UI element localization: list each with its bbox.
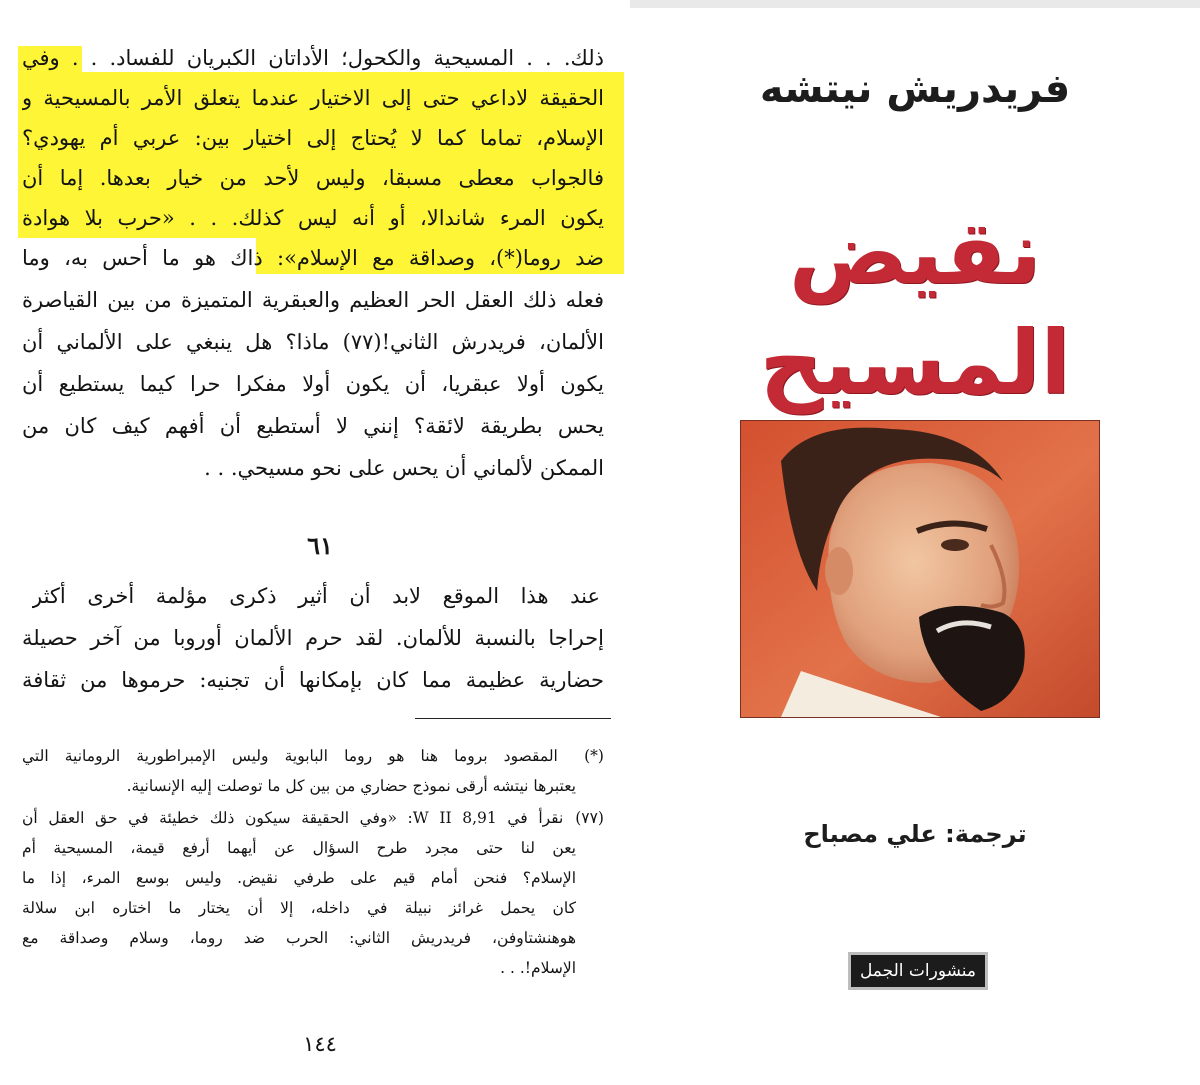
text-line-7: فعله ذلك العقل الحر العظيم والعبقرية المتميزة من بين القياصرة [22,288,604,312]
text-line-14: حضارية عظيمة مما كان بإمكانها أن تجنيه: حرموها من ثقافة [22,668,604,692]
text-line-5: يكون المرء شاندالا، أو أنه ليس كذلك. . . «حرب بلا هوادة [22,206,604,230]
text-line-8: الألمان، فريدرش الثاني!(٧٧) ماذا؟ هل ينبغي على الألماني أن [22,330,604,354]
text-line-6: ضد روما(*)، وصداقة مع الإسلام»: ذاك هو ما أحس به، وما [22,246,604,270]
footnote-line-8: الإسلام!. . . [500,959,576,977]
nietzsche-portrait-image [740,420,1100,718]
text-line-2: الحقيقة لاداعي حتى إلى الاختيار عندما يتعلق الأمر بالمسيحية و [22,86,604,110]
text-line-10: يحس بطريقة لائقة؟ إنني لا أستطيع أن أفهم كيف كان من [22,414,604,438]
text-line-11: الممكن لألماني أن يحس على نحو مسيحي. . . [204,456,604,480]
footnote-line-2: يعتبرها نيتشه أرقى نموذج حضاري من بين كل ما توصلت إليه الإنسانية. [126,777,576,795]
publisher-badge: منشورات الجمل [848,952,988,990]
footnote-rule [415,718,611,719]
cover-translator: ترجمة: علي مصباح [803,820,1027,848]
cover-top-strip [630,0,1200,8]
text-line-13: إحراجا بالنسبة للألمان. لقد حرم الألمان أوروبا من آخر حصيلة [22,626,604,650]
footnote-marker-77: (٧٧) [575,809,604,827]
footnote-line-7: هوهنشتاوفن، فريدريش الثاني: الحرب ضد روما، وسلام وصداقة مع [22,929,576,947]
footnote-line-6: كان يحمل غرائز نبيلة في داخله، إلا أن يختار ما اختاره ابن سلالة [22,899,576,917]
portrait-icon [741,421,1099,717]
section-number: ٦١ [307,531,333,560]
book-cover [630,0,1200,1085]
cover-author: فريدريش نيتشه [759,66,1071,112]
text-line-1: ذلك. . . المسيحية والكحول؛ الأداتان الكبريان للفساد. . . وفي [22,46,604,70]
footnote-line-4: يعن لنا حتى مجرد طرح السؤال عن أيهما أرفع قيمة، المسيحية أم [22,839,576,857]
page-number: ١٤٤ [303,1032,337,1056]
footnote-text-1: المقصود بروما هنا هو روما البابوية وليس الإمبراطورية الرومانية التي [22,747,558,765]
cover-title: نقيض المسيح [759,201,1071,414]
text-line-4: فالجواب معطى مسبقا، وليس لأحد من خيار بعدها. إما أن [22,166,604,190]
footnote-line-3 [22,804,604,832]
text-line-12: عند هذا الموقع لابد أن أثير ذكرى مؤلمة أخرى أكثر [32,584,600,608]
text-line-9: يكون أولا عبقريا، أن يكون أولا مفكرا حرا كيما يستطيع أن [22,372,604,396]
text-line-3: الإسلام، تماما كما لا يُحتاج إلى اختيار بين: عربي أم يهودي؟ [22,126,604,150]
footnote-marker-star: (*) [584,747,604,765]
footnote-line-1 [22,742,604,770]
footnote-text-3: نقرأ في W II 8,91: «وفي الحقيقة سيكون ذلك خطيئة في حق العقل أن [22,809,564,827]
footnote-line-5: الإسلام؟ فنحن أمام قيم على طرفي نقيض. وليس بوسع المرء، إذا ما [22,869,576,887]
